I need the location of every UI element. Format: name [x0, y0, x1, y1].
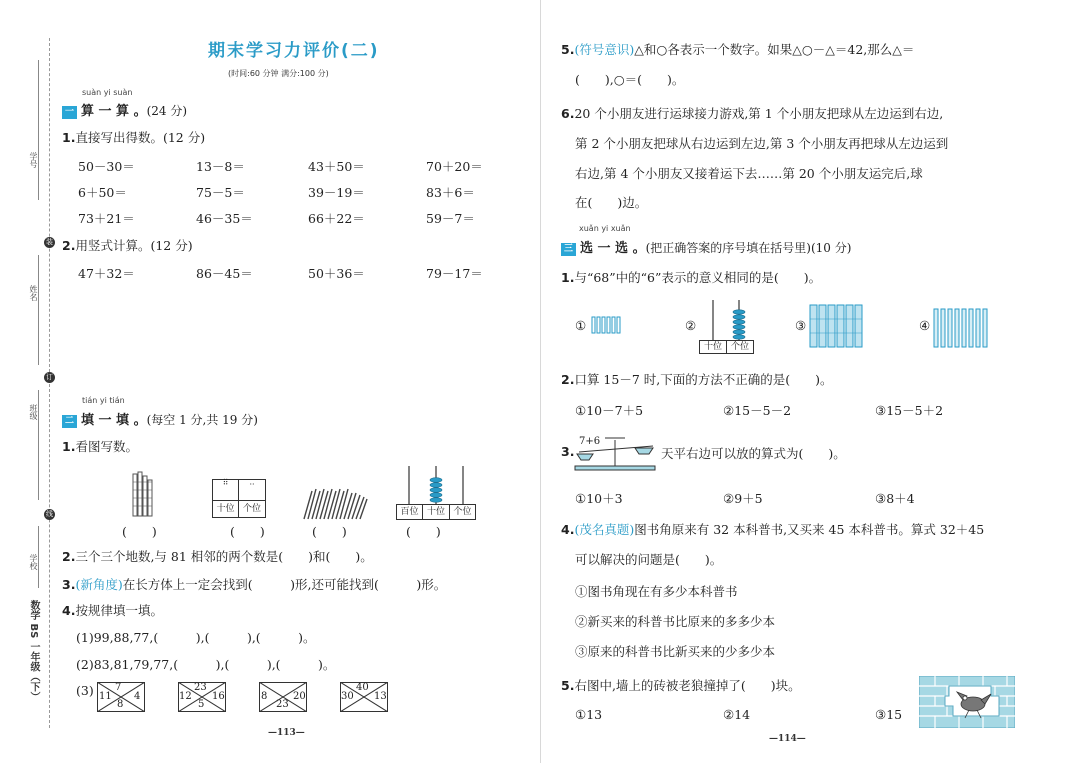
- question-3-5: [561, 676, 801, 694]
- envelope-top: 40: [356, 682, 369, 693]
- question-number: 6.: [561, 106, 575, 121]
- calc-item[interactable]: 66＋22＝: [308, 211, 365, 226]
- question-5: [561, 40, 914, 58]
- book-label: 数学 BS 一年级（下）: [28, 600, 39, 702]
- option-item[interactable]: ③15－5＋2: [875, 403, 944, 418]
- option-marker[interactable]: ④: [919, 318, 931, 333]
- envelope-bottom: 8: [117, 699, 124, 710]
- question-3-2: [561, 370, 833, 388]
- question-3-3: 天平右边可以放的算式为( )。: [661, 446, 846, 461]
- abacus-image: [396, 464, 476, 520]
- question-text: 图书角原来有 32 本科普书,又买来 45 本科普书。算式 32＋45: [634, 522, 985, 537]
- envelope-pattern[interactable]: [97, 682, 145, 712]
- option-item[interactable]: ①图书角现在有多少本科普书: [575, 584, 738, 599]
- question-number: 2.: [561, 372, 575, 387]
- sequence-1[interactable]: (1)99,88,77,( ),( ),( )。: [76, 630, 316, 645]
- question-1-2: [62, 236, 193, 254]
- question-text: 在长方体上一定会找到( )形,还可能找到( )形。: [122, 577, 447, 592]
- calc-item[interactable]: 83＋6＝: [426, 185, 475, 200]
- place-value-dots-image: [212, 479, 266, 519]
- section-label: 选 一 选 。: [580, 241, 646, 256]
- envelope-top: 7: [115, 682, 122, 693]
- tens-label: 十位: [212, 500, 239, 518]
- envelope-left: 8: [261, 691, 268, 702]
- exam-info: (时间:60 分钟 满分:100 分): [228, 69, 329, 78]
- question-1-1: [62, 128, 205, 146]
- envelope-bottom: 23: [276, 699, 289, 710]
- answer-blank[interactable]: ( ): [230, 524, 265, 539]
- question-3-1: [561, 268, 821, 286]
- envelope-bottom: 5: [198, 699, 205, 710]
- student-id-field[interactable]: [38, 60, 39, 200]
- section-heading-calc: [62, 100, 187, 119]
- vertical-calc-item[interactable]: 86－45＝: [196, 266, 253, 281]
- section-label: 填 一 填 。: [81, 413, 147, 428]
- question-number: 4.: [561, 522, 575, 537]
- hundreds-label: 百位: [396, 504, 423, 520]
- section-pinyin: xuǎn yi xuǎn: [579, 224, 631, 233]
- option-marker[interactable]: ③: [795, 318, 807, 333]
- question-text-line: 右边,第 4 个小朋友又接着运下去……第 20 个小朋友运完后,球: [575, 166, 923, 181]
- ones-label: 个位: [449, 504, 476, 520]
- calc-item[interactable]: 13－8＝: [196, 159, 245, 174]
- question-tag: (茂名真题): [574, 522, 635, 537]
- envelope-left: 30: [341, 691, 354, 702]
- vertical-calc-item[interactable]: 50＋36＝: [308, 266, 365, 281]
- question-number: 2.: [62, 238, 76, 253]
- bundles-option-image: [809, 304, 865, 348]
- envelope-pattern[interactable]: [259, 682, 307, 712]
- name-field[interactable]: [38, 255, 39, 365]
- envelope-top: 23: [194, 682, 207, 693]
- abacus-option-image: [699, 298, 753, 354]
- section-label: 算 一 算 。: [81, 104, 147, 119]
- question-2-1: [62, 437, 138, 455]
- section-heading-choose: [561, 237, 851, 256]
- section-number-badge: 三: [561, 243, 576, 256]
- option-item[interactable]: ③原来的科普书比新买来的少多少本: [575, 644, 776, 659]
- envelope-left: 11: [99, 691, 112, 702]
- envelope-pattern[interactable]: [178, 682, 226, 712]
- question-number: 5.: [561, 42, 575, 57]
- binding-dot: 订: [46, 373, 53, 381]
- question-3-4: [561, 520, 984, 538]
- question-tag: (新角度): [75, 577, 123, 592]
- ones-dots: ··: [238, 479, 266, 501]
- binding-dot: 线: [46, 510, 53, 518]
- option-item[interactable]: ②9＋5: [723, 491, 763, 506]
- calc-item[interactable]: 59－7＝: [426, 211, 475, 226]
- option-item[interactable]: ②新买来的科普书比原来的多多少本: [575, 614, 776, 629]
- question-text: 20 个小朋友进行运球接力游戏,第 1 个小朋友把球从左边运到右边,: [574, 106, 944, 121]
- section-heading-fill: [62, 409, 258, 428]
- school-field[interactable]: [38, 526, 39, 588]
- tens-dots: ⠿: [212, 479, 239, 501]
- option-item[interactable]: ①10－7＋5: [575, 403, 644, 418]
- vertical-calc-item[interactable]: 47＋32＝: [78, 266, 135, 281]
- brick-wall-image: [919, 676, 1015, 728]
- page-number: —113—: [268, 728, 305, 738]
- section-score: (把正确答案的序号填在括号里)(10 分): [645, 241, 852, 255]
- answer-blank[interactable]: ( ): [312, 524, 347, 539]
- name-label: 姓名: [29, 285, 38, 301]
- question-text: 看图写数。: [75, 439, 138, 454]
- section-score: (24 分): [146, 104, 188, 118]
- tens-label: 十位: [422, 504, 450, 520]
- section-pinyin: suàn yi suàn: [82, 88, 133, 97]
- question-number: 2.: [62, 549, 76, 564]
- question-text: 口算 15－7 时,下面的方法不正确的是( )。: [574, 372, 833, 387]
- answer-blank[interactable]: ( ): [122, 524, 157, 539]
- question-2-2: [62, 547, 373, 565]
- question-text-line: 可以解决的问题是( )。: [575, 552, 723, 567]
- page-title: 期末学习力评价(二): [208, 41, 380, 61]
- option-item[interactable]: ③8＋4: [875, 491, 915, 506]
- question-text: △和○各表示一个数字。如果△○－△＝42,那么△＝: [634, 42, 915, 57]
- right-page: [540, 0, 1080, 763]
- envelope-right: 13: [374, 691, 387, 702]
- question-text: 右图中,墙上的砖被老狼撞掉了( )块。: [574, 678, 801, 693]
- section-pinyin: tián yi tián: [82, 396, 125, 405]
- page-number: —114—: [769, 734, 806, 744]
- option-marker[interactable]: ①: [575, 318, 587, 333]
- school-label: 学校: [29, 554, 38, 570]
- student-id-label: 学号: [29, 152, 38, 168]
- binding-dashed-line: [49, 38, 50, 728]
- ones-label: 个位: [238, 500, 266, 518]
- question-text: 用竖式计算。(12 分): [75, 238, 193, 253]
- sequence-3-label: (3): [76, 683, 94, 698]
- sticks-option-image: [591, 315, 625, 335]
- envelope-right: 4: [134, 691, 141, 702]
- sequence-2[interactable]: (2)83,81,79,77,( ),( ),( )。: [76, 657, 336, 672]
- option-item[interactable]: ②15－5－2: [723, 403, 792, 418]
- envelope-right: 20: [293, 691, 306, 702]
- question-text-line: 第 2 个小朋友把球从右边运到左边,第 3 个小朋友再把球从左边运到: [575, 136, 949, 151]
- question-number: 3.: [561, 444, 575, 459]
- scale-left-label: 7+6: [579, 436, 601, 447]
- question-number: 3.: [62, 577, 76, 592]
- section-number-badge: 一: [62, 106, 77, 119]
- question-text: 按规律填一填。: [75, 603, 163, 618]
- calc-item[interactable]: 73＋21＝: [78, 211, 135, 226]
- option-item[interactable]: ①13: [575, 707, 603, 722]
- ones-label: 个位: [726, 340, 754, 354]
- question-number: 1.: [62, 439, 76, 454]
- question-number: 1.: [62, 130, 76, 145]
- balance-scale-image: [573, 430, 657, 472]
- question-text: 三个三个地数,与 81 相邻的两个数是( )和( )。: [75, 549, 373, 564]
- question-text: 直接写出得数。(12 分): [75, 130, 206, 145]
- question-5-answer[interactable]: ( ),○＝( )。: [575, 72, 685, 87]
- calc-item[interactable]: 39－19＝: [308, 185, 365, 200]
- binding-strip: [0, 0, 58, 763]
- question-text: 与“68”中的“6”表示的意义相同的是( )。: [574, 270, 822, 285]
- option-item[interactable]: ③15: [875, 707, 903, 722]
- option-item[interactable]: ②14: [723, 707, 751, 722]
- sticks-option-image: [933, 308, 993, 348]
- envelope-left: 12: [179, 691, 192, 702]
- question-6-answer[interactable]: 在( )边。: [575, 195, 648, 210]
- section-number-badge: 二: [62, 415, 77, 428]
- calc-item[interactable]: 6＋50＝: [78, 185, 127, 200]
- question-number: 5.: [561, 678, 575, 693]
- question-number: 1.: [561, 270, 575, 285]
- calc-item[interactable]: 43＋50＝: [308, 159, 365, 174]
- option-marker[interactable]: ②: [685, 318, 697, 333]
- binding-dot: 装: [46, 238, 53, 246]
- bundled-sticks-image: [132, 470, 154, 518]
- calc-item[interactable]: 75－5＝: [196, 185, 245, 200]
- option-item[interactable]: ①10＋3: [575, 491, 623, 506]
- envelope-pattern[interactable]: [340, 682, 388, 712]
- vertical-calc-item[interactable]: 79－17＝: [426, 266, 483, 281]
- stick-pile-image: [300, 485, 370, 521]
- envelope-right: 16: [212, 691, 225, 702]
- section-score: (每空 1 分,共 19 分): [146, 413, 258, 427]
- answer-blank[interactable]: ( ): [406, 524, 441, 539]
- calc-item[interactable]: 70＋20＝: [426, 159, 483, 174]
- question-2-3: [62, 575, 446, 593]
- question-2-4: [62, 601, 163, 619]
- class-field[interactable]: [38, 390, 39, 500]
- question-tag: (符号意识): [574, 42, 635, 57]
- question-6: [561, 104, 943, 122]
- calc-item[interactable]: 46－35＝: [196, 211, 253, 226]
- class-label: 班级: [29, 404, 38, 420]
- question-number: 4.: [62, 603, 76, 618]
- tens-label: 十位: [699, 340, 727, 354]
- calc-item[interactable]: 50－30＝: [78, 159, 135, 174]
